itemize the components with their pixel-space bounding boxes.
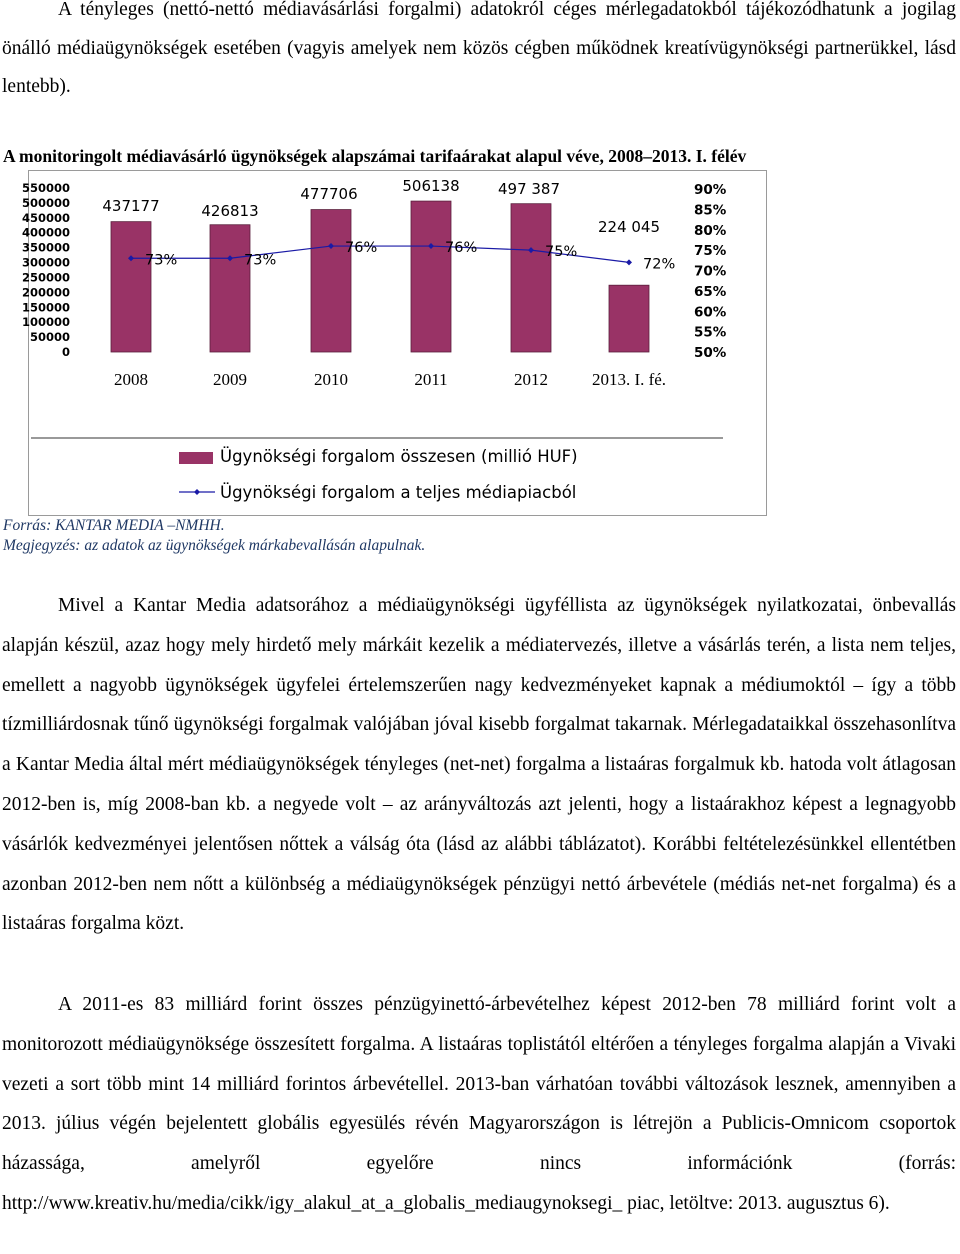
x-category-label: 2011 (414, 370, 448, 389)
y-left-tick-label: 50000 (29, 330, 70, 345)
y-left-tick-label: 0 (61, 345, 70, 359)
y-left-tick-label: 100000 (21, 315, 70, 330)
line-data-label: 76% (445, 240, 478, 257)
y-right-tick-label: 60% (694, 304, 727, 321)
y-right-tick-label: 65% (694, 283, 727, 300)
x-category-label: 2009 (213, 370, 247, 389)
bar-data-label: 477706 (300, 185, 358, 203)
source-note: Forrás: KANTAR MEDIA –NMHH. (3, 517, 225, 534)
bar (609, 285, 649, 352)
y-right-tick-label: 70% (694, 263, 727, 280)
line-data-label: 76% (345, 240, 378, 257)
figure-title: A monitoringolt médiavásárló ügynökségek alapszámai tarifaárakat alapul véve, 2008–2013. I. félév (3, 146, 747, 166)
bar (210, 225, 250, 352)
bar (311, 210, 351, 352)
body-paragraph-2: A 2011-es 83 milliárd forint összes pénzügyinettó-árbevételhez képest 2012-ben 78 milliárd forint volt a monitorozott médiaügynöksége összesített forgalma. A listaáras toplistától eltérően a tényleges forgalma alapján a Vivaki vezeti a sort több mint 14 milliárd forintos árbevétellel. 2013-ban várhatóan további változások lesznek, amennyiben a 2013. július végén bejelentett globális egyesülés révén Magyarországon is létrejön a Publicis-Omnicom csoportok házassága, amelyről egyelőre nincs információnk (forrás: http://www.kreativ.hu/media/cikk/igy_alakul_at_a_globalis_mediaugynoksegi_ piac, letöltve: 2013. augusztus 6). (2, 994, 956, 1214)
y-right-tick-label: 80% (694, 222, 727, 239)
legend-bar-swatch (179, 452, 213, 464)
y-right-tick-label: 90% (694, 182, 727, 198)
x-category-label: 2008 (114, 370, 148, 389)
remark-note: Megjegyzés: az adatok az ügynökségek márkabevallásán alapulnak. (3, 537, 426, 554)
line-data-label: 75% (545, 244, 578, 261)
y-left-tick-label: 350000 (21, 240, 70, 255)
y-right-tick-label: 55% (694, 324, 727, 341)
bar-data-label: 506138 (402, 177, 460, 195)
y-left-tick-label: 200000 (21, 285, 70, 300)
bar-data-label: 437177 (102, 197, 160, 215)
line-data-label: 72% (643, 256, 676, 273)
x-category-label: 2012 (514, 370, 548, 389)
legend-bar-entry: Ügynökségi forgalom összesen (millió HUF) (220, 447, 578, 466)
x-category-label: 2010 (314, 370, 348, 389)
bar (411, 201, 451, 352)
y-right-tick-label: 75% (694, 243, 727, 260)
y-left-tick-label: 450000 (21, 210, 70, 225)
x-category-label: 2013. I. fé. (591, 370, 667, 389)
bar (511, 204, 551, 352)
y-left-tick-label: 300000 (21, 255, 70, 270)
y-left-tick-label: 550000 (21, 181, 70, 195)
bar-data-label: 497 387 (497, 180, 561, 198)
line-data-label: 73% (244, 252, 277, 269)
y-left-tick-label: 150000 (21, 300, 70, 315)
line-data-label: 73% (145, 252, 178, 269)
y-right-tick-label: 50% (694, 345, 727, 361)
legend-line-marker (194, 489, 200, 495)
line-point (626, 259, 632, 265)
y-right-tick-label: 85% (694, 202, 727, 219)
chart-container (21, 170, 767, 516)
legend-line-entry: Ügynökségi forgalom a teljes médiapiacból (220, 483, 577, 502)
body-paragraph-1: Mivel a Kantar Media adatsorához a médiaügynökségi ügyféllista az ügynökségek nyilatkozatai, önbevallás alapján készül, azaz hogy mely hirdető mely márkáit kezelik a médiatervezés, illetve a vásárlás terén, a lista nem teljes, emellett a nagyobb ügynökségek ügyfelei értelemszerűen nagy kedvezményeket kapnak a médiumoktól – így a több tízmilliárdosnak tűnő ügynökségi forgalmak valójában jóval kisebb forgalmat takarnak. Mérlegadataikkal összehasonlítva a Kantar Media által mért médiaügynökségek tényleges (net-net) forgalma a listaáras forgalmuk kb. hatoda volt átlagosan 2012-ben is, míg 2008-ban kb. a negyede volt – az arányváltozás azt jelenti, hogy a listaárakhoz képest a legnagyobb vásárlók kedvezményei jelentősen nőttek a válság óta (lásd az alábbi táblázatot). Korábbi feltételezésünkkel ellentétben azonban 2012-ben nem nőtt a különbség a médiaügynökségek pénzügyi nettó árbevétele (médiás net-net forgalma) és a listaáras forgalma közt. (2, 595, 956, 935)
y-left-tick-label: 400000 (21, 225, 70, 240)
bar-data-label: 224 045 (597, 218, 661, 236)
bar-data-label: 426813 (201, 202, 259, 220)
bar (111, 222, 151, 352)
y-left-tick-label: 500000 (21, 195, 70, 210)
intro-paragraph: A tényleges (nettó-nettó médiavásárlási forgalmi) adatokról céges mérlegadatokból tájékozódhatunk a jogilag önálló médiaügynökségek esetében (vagyis amelyek nem közös cégben működnek kreatívügynökségi partnerükkel, lásd lentebb). (2, 0, 956, 97)
y-left-tick-label: 250000 (21, 270, 70, 285)
